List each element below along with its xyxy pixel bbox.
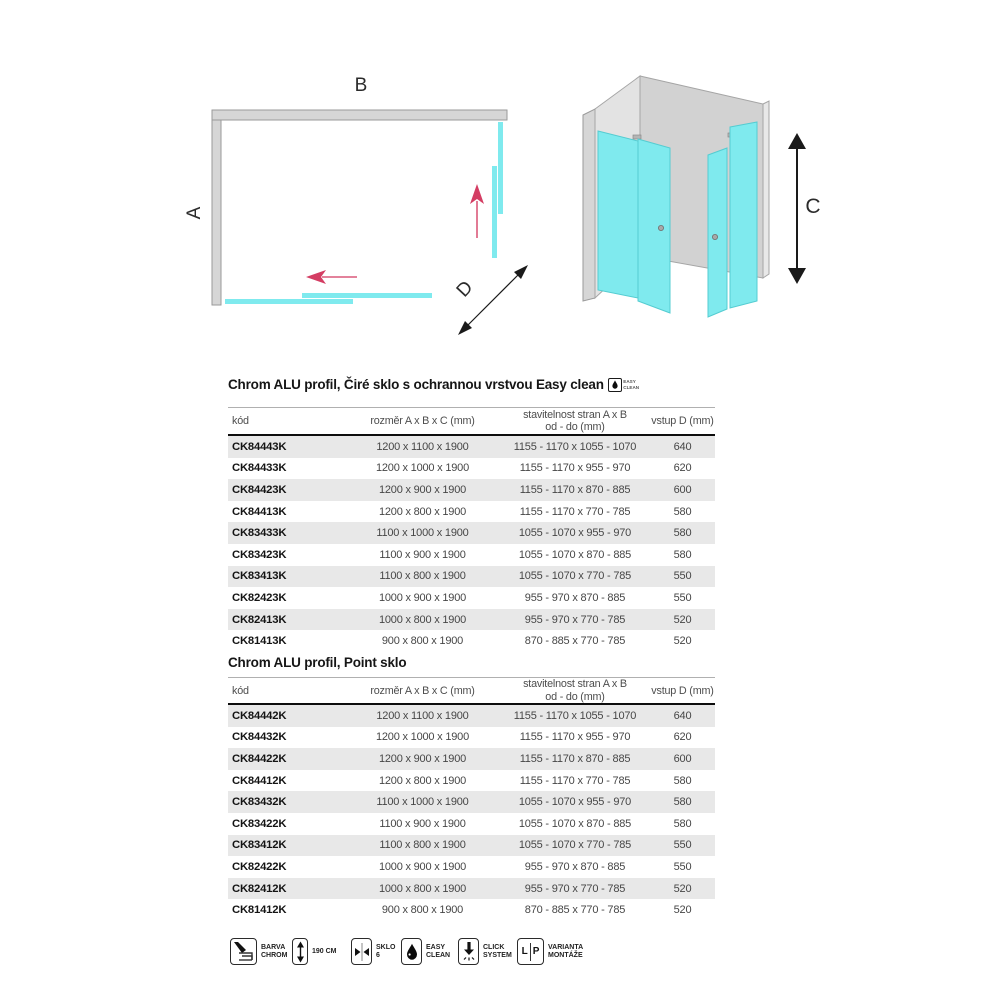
- table-row: [228, 522, 715, 544]
- glass-panel-sliding-right: [492, 166, 497, 258]
- entry-width-d: 550: [673, 591, 692, 604]
- entry-width-d: 580: [673, 527, 692, 540]
- dimension-a-b-c: 1000 x 800 x 1900: [378, 882, 467, 895]
- wall-edge-right: [763, 101, 769, 278]
- table-row: [228, 436, 715, 458]
- isometric-view-diagram: [570, 60, 860, 360]
- product-code: CK82413K: [232, 613, 287, 626]
- table-row: [228, 501, 715, 523]
- adjustability-range: 1055 - 1070 x 870 - 885: [518, 548, 632, 561]
- product-code: CK84433K: [232, 462, 287, 475]
- adjustability-range: 1155 - 1170 x 1055 - 1070: [513, 440, 637, 453]
- legend-item-easy-clean: EASY CLEAN: [401, 938, 450, 965]
- glass-thickness-icon: [351, 938, 372, 965]
- easy-clean-drop-icon: [401, 938, 422, 965]
- adjustability-range: 870 - 885 x 770 - 785: [524, 904, 626, 917]
- table-row: [228, 791, 715, 813]
- product-code: CK84432K: [232, 731, 287, 744]
- table-row: [228, 458, 715, 480]
- column-header-stavitelnost: stavitelnost stran A x B od - do (mm): [523, 678, 627, 703]
- legend-item-varianta: L P VARIANTA MONTÁŽE: [517, 938, 583, 965]
- adjustability-range: 870 - 885 x 770 - 785: [524, 635, 626, 648]
- door-knob-right: [712, 234, 717, 239]
- table-row: [228, 544, 715, 566]
- glass-panel-sliding-bottom: [225, 299, 353, 304]
- product-code: CK81413K: [232, 635, 287, 648]
- adjustability-range: 1155 - 1170 x 870 - 885: [519, 752, 631, 765]
- table-row: [228, 727, 715, 749]
- entry-width-d: 580: [673, 796, 692, 809]
- glass-panel-fixed-right: [498, 122, 503, 214]
- entry-width-d: 550: [673, 860, 692, 873]
- entry-width-d: 580: [673, 548, 692, 561]
- glass-door-right-fixed: [730, 122, 757, 308]
- legend-item-sklo: SKLO 6: [351, 938, 395, 965]
- adjustability-range: 1155 - 1170 x 1055 - 1070: [513, 709, 637, 722]
- section-title-point: [228, 655, 748, 670]
- adjustability-range: 1155 - 1170 x 955 - 970: [519, 462, 631, 475]
- column-header-kod: kód: [232, 684, 249, 697]
- entry-width-d: 520: [673, 882, 692, 895]
- dimension-a-b-c: 1200 x 1000 x 1900: [375, 731, 470, 744]
- product-code: CK84413K: [232, 505, 287, 518]
- dimension-a-b-c: 1100 x 800 x 1900: [379, 570, 466, 583]
- door-knob-left: [658, 225, 663, 230]
- product-code: CK81412K: [232, 904, 287, 917]
- dimension-a-b-c: 1000 x 900 x 1900: [378, 591, 467, 604]
- dimension-a-b-c: 1200 x 1100 x 1900: [376, 440, 469, 453]
- height-arrow-icon: [292, 938, 308, 965]
- table-header-row: [228, 677, 715, 705]
- entry-width-d: 580: [673, 505, 692, 518]
- product-code: CK84422K: [232, 752, 287, 765]
- product-code: CK83433K: [232, 527, 287, 540]
- entry-width-d: 550: [673, 570, 692, 583]
- entry-width-d: 600: [673, 483, 692, 496]
- product-code: CK84423K: [232, 483, 287, 496]
- adjustability-range: 1055 - 1070 x 955 - 970: [518, 796, 632, 809]
- glass-panel-fixed-bottom: [302, 293, 432, 298]
- dimension-a-b-c: 1000 x 900 x 1900: [378, 860, 467, 873]
- dimension-a-b-c: 1200 x 900 x 1900: [378, 483, 467, 496]
- dimension-a-b-c: 1000 x 800 x 1900: [378, 613, 467, 626]
- column-header-kod: kód: [232, 415, 249, 427]
- product-code: CK83413K: [232, 570, 287, 583]
- click-system-icon: [458, 938, 479, 965]
- table-row: [228, 770, 715, 792]
- adjustability-range: 1055 - 1070 x 770 - 785: [518, 839, 632, 852]
- dimension-a-b-c: 1200 x 1100 x 1900: [376, 709, 469, 722]
- adjustability-range: 1055 - 1070 x 770 - 785: [518, 570, 632, 583]
- dimension-label-c: C: [805, 195, 821, 218]
- product-code: CK83412K: [232, 839, 287, 852]
- entry-width-d: 520: [673, 613, 692, 626]
- entry-width-d: 600: [673, 752, 692, 765]
- wall-top: [212, 110, 507, 120]
- dimension-a-b-c: 1100 x 900 x 1900: [379, 548, 466, 561]
- lp-variant-icon: L P: [517, 938, 544, 965]
- slide-direction-arrow-left: [306, 270, 357, 284]
- legend-item-click-system: CLICK SYSTEM: [458, 938, 512, 965]
- wall-edge-left: [583, 109, 595, 301]
- legend-item-height: 190 CM: [292, 938, 337, 965]
- product-code: CK83432K: [232, 796, 287, 809]
- entry-width-d: 580: [673, 817, 692, 830]
- dimension-a-b-c: 1100 x 900 x 1900: [379, 817, 466, 830]
- section-title-text: Chrom ALU profil, Čiré sklo s ochrannou vrstvou Easy clean: [228, 377, 604, 392]
- glass-door-left-fixed: [598, 131, 638, 298]
- chrome-color-icon: [230, 938, 257, 965]
- glass-door-left-pivot: [638, 139, 670, 313]
- adjustability-range: 955 - 970 x 870 - 885: [524, 591, 626, 604]
- table-row: [228, 748, 715, 770]
- product-code: CK82412K: [232, 882, 287, 895]
- product-code: CK84443K: [232, 440, 287, 453]
- table-row: [228, 609, 715, 631]
- table-row: [228, 566, 715, 588]
- column-header-stavitelnost: stavitelnost stran A x B od - do (mm): [523, 408, 627, 433]
- entry-width-d: 640: [673, 440, 692, 453]
- dimension-a-b-c: 900 x 800 x 1900: [381, 635, 464, 648]
- dimension-label-a: A: [184, 206, 205, 220]
- dimension-a-b-c: 1100 x 800 x 1900: [379, 839, 466, 852]
- entry-width-d: 620: [673, 731, 692, 744]
- entry-width-d: 520: [673, 635, 692, 648]
- adjustability-range: 1155 - 1170 x 770 - 785: [519, 774, 631, 787]
- table-row: [228, 835, 715, 857]
- table-body-easy-clean: [228, 436, 715, 652]
- section-title-easy-clean: [228, 377, 748, 392]
- slide-direction-arrow-up: [470, 184, 484, 238]
- table-row: [228, 856, 715, 878]
- adjustability-range: 955 - 970 x 770 - 785: [524, 613, 626, 626]
- product-code: CK84442K: [232, 709, 287, 722]
- column-header-rozmer: rozměr A x B x C (mm): [370, 415, 475, 427]
- adjustability-range: 955 - 970 x 770 - 785: [524, 882, 626, 895]
- glass-door-right-pivot: [708, 148, 727, 317]
- product-code: CK83422K: [232, 817, 287, 830]
- column-header-rozmer: rozměr A x B x C (mm): [370, 684, 475, 697]
- table-row: [228, 878, 715, 900]
- product-code: CK82423K: [232, 591, 287, 604]
- table-row: [228, 813, 715, 835]
- adjustability-range: 955 - 970 x 870 - 885: [524, 860, 626, 873]
- table-row: [228, 630, 715, 652]
- table-row: [228, 705, 715, 727]
- entry-width-d: 550: [673, 839, 692, 852]
- dimension-label-b: B: [354, 75, 368, 96]
- dimension-a-b-c: 1100 x 1000 x 1900: [376, 527, 469, 540]
- product-code: CK82422K: [232, 860, 287, 873]
- dimension-a-b-c: 1100 x 1000 x 1900: [376, 796, 469, 809]
- table-header-row: [228, 407, 715, 436]
- adjustability-range: 1155 - 1170 x 770 - 785: [519, 505, 631, 518]
- column-header-vstup: vstup D (mm): [651, 684, 714, 697]
- easy-clean-badge: [608, 378, 639, 392]
- hinge-left: [633, 135, 641, 139]
- plan-view-diagram: [180, 60, 600, 360]
- product-code: CK84412K: [232, 774, 287, 787]
- entry-width-d: 580: [673, 774, 692, 787]
- dimension-a-b-c: 900 x 800 x 1900: [381, 904, 464, 917]
- dimension-a-b-c: 1200 x 800 x 1900: [378, 505, 467, 518]
- table-row: [228, 899, 715, 921]
- table-row: [228, 479, 715, 501]
- dimension-a-b-c: 1200 x 900 x 1900: [378, 752, 467, 765]
- dimension-a-b-c: 1200 x 1000 x 1900: [375, 462, 470, 475]
- entry-width-d: 520: [673, 904, 692, 917]
- adjustability-range: 1155 - 1170 x 955 - 970: [519, 731, 631, 744]
- height-dimension-arrow-c: [788, 133, 806, 284]
- column-header-vstup: vstup D (mm): [651, 415, 714, 427]
- adjustability-range: 1155 - 1170 x 870 - 885: [519, 483, 631, 496]
- dimension-a-b-c: 1200 x 800 x 1900: [378, 774, 467, 787]
- entry-width-d: 620: [673, 462, 692, 475]
- legend-item-barva-chrom: BARVA CHROM: [230, 938, 287, 965]
- easy-clean-droplet-icon: [608, 378, 622, 392]
- section-title-text: Chrom ALU profil, Point sklo: [228, 655, 407, 670]
- wall-left: [212, 120, 221, 305]
- easy-clean-badge-caption: EASY CLEAN: [623, 379, 640, 390]
- adjustability-range: 1055 - 1070 x 955 - 970: [518, 527, 632, 540]
- dimension-label-d: D: [452, 277, 478, 302]
- product-code: CK83423K: [232, 548, 287, 561]
- table-body-point: [228, 705, 715, 921]
- table-row: [228, 587, 715, 609]
- entry-width-d: 640: [673, 709, 692, 722]
- adjustability-range: 1055 - 1070 x 870 - 885: [518, 817, 632, 830]
